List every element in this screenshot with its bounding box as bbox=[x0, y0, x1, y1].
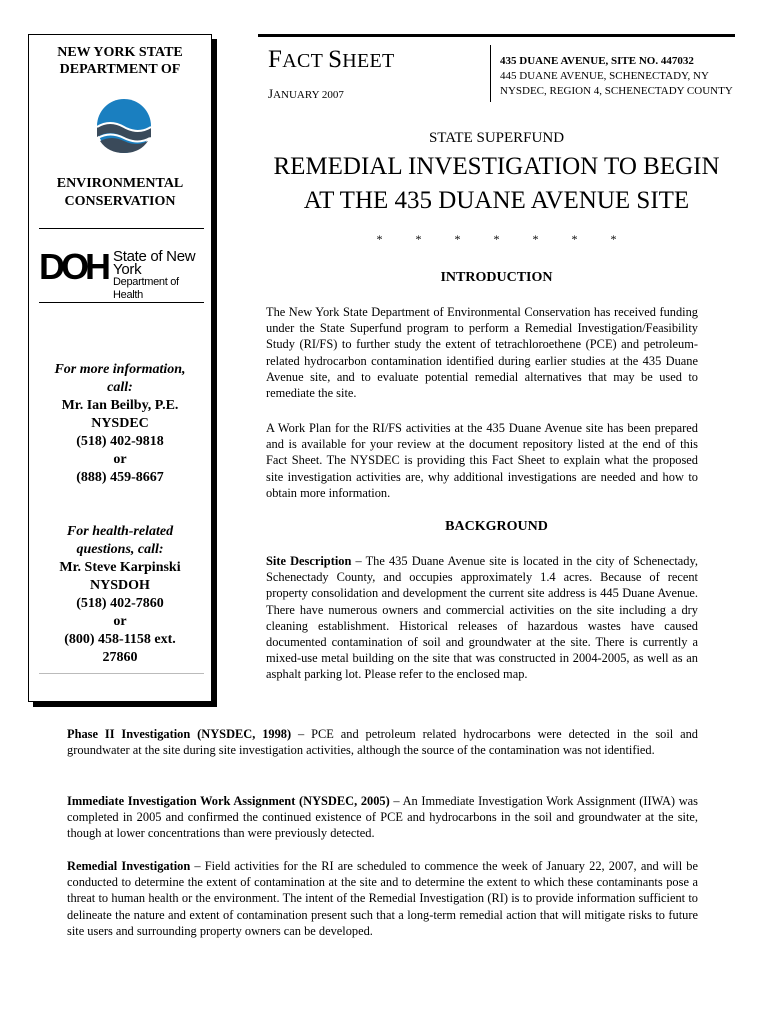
contact-or: or bbox=[113, 452, 127, 467]
doh-line-2: Department of Health bbox=[113, 276, 179, 301]
sc-letter: S bbox=[328, 46, 343, 73]
contact-phone: (518) 402-7860 bbox=[76, 596, 164, 611]
header-rule bbox=[258, 34, 735, 37]
agency-name bbox=[29, 35, 211, 78]
contact-intro: For more information, bbox=[54, 362, 186, 377]
site-region: NYSDEC, REGION 4, SCHENECTADY COUNTY bbox=[500, 85, 733, 97]
paragraph-label: Immediate Investigation Work Assignment (NYSDEC, 2005) bbox=[67, 794, 390, 808]
contact-phone: (888) 459-8667 bbox=[76, 470, 164, 485]
contact-phone: (518) 402-9818 bbox=[76, 434, 164, 449]
intro-paragraph: A Work Plan for the RI/FS activities at the 435 Duane Avenue site has been prepared and is available for your review at the document repository listed at the end of this Fact Sheet. The NYSDEC is providing this Fact Sheet to explain what the proposed site investigation activities are, why additional investigations are needed and how to obtain more information. bbox=[266, 421, 698, 500]
contact-phone: 27860 bbox=[102, 650, 138, 665]
agency-name-continued bbox=[29, 175, 211, 211]
contact-intro: For health-related bbox=[66, 524, 174, 539]
site-address: 445 DUANE AVENUE, SCHENECTADY, NY bbox=[500, 70, 709, 82]
contact-or: or bbox=[113, 614, 127, 629]
contact-nysdec bbox=[29, 361, 211, 487]
agency-line-1: NEW YORK STATE bbox=[57, 45, 183, 60]
contact-phone: (800) 458-1158 ext. bbox=[64, 632, 176, 647]
doh-line-1: State of New York bbox=[113, 248, 196, 278]
agency-line-2: DEPARTMENT OF bbox=[59, 62, 181, 77]
contact-org: NYSDEC bbox=[91, 416, 149, 431]
star-divider: * * * * * * * bbox=[376, 232, 617, 246]
paragraph-label: Site Description bbox=[266, 554, 352, 568]
paragraph-text: – Field activities for the RI are scheduled to commence the week of January 22, 2007, and will be conducted to determine the extent of contamination at the site and to determine the extent to which these contaminants pose a threat to human health or the environment. The intent of the Remedial Investigation (RI) is to provide information sufficient to delineate the nature and extent of contamination present such that a long-term remedial action that will mitigate risks to future site users and surrounding property owners can be developed. bbox=[67, 859, 698, 938]
contact-intro: questions, call: bbox=[76, 542, 164, 557]
paragraph-text: – The 435 Duane Avenue site is located in the city of Schenectady, Schenectady County, and occupies approximately 1.4 acres. Because of recent property consolidation and development the current site address is 445 Duane Avenue. There have numerous owners and commercial activities on the site including a dry cleaning establishment. Historical releases of hazardous wastes have caused documented contamination of soil and groundwater at the site. There is currently a mixed-use metal building on the site that was constructed in 2004-2005, as well as an asphalt parking lot. Please refer to the enclosed map. bbox=[266, 554, 698, 682]
paragraph-text: – PCE and petroleum related hydrocarbons were detected in the soil and groundwater at the site during site investigation activities, although the source of the contamination was not identified. bbox=[67, 727, 699, 758]
iiwa-paragraph bbox=[67, 793, 698, 842]
contact-org: NYSDOH bbox=[90, 578, 150, 593]
intro-paragraph: The New York State Department of Environmental Conservation has received funding under the State Superfund program to perform a Remedial Investigation/Feasibility Study (RI/FS) to further study the extent of tetrachloroethene (PCE) and petroleum-related hydrocarbon contamination identified during earlier studies at the 435 Duane Avenue site, and to evaluate potential remedial alternatives that may be used to remediate the site. bbox=[266, 305, 698, 401]
page-title bbox=[258, 150, 735, 218]
paragraph-label: Remedial Investigation bbox=[67, 859, 191, 873]
document-type bbox=[268, 46, 395, 74]
divider bbox=[39, 302, 204, 303]
divider bbox=[39, 228, 204, 229]
site-address-block bbox=[500, 54, 733, 99]
agency-line-3: ENVIRONMENTAL bbox=[56, 176, 184, 191]
sc-text: ACT bbox=[282, 50, 329, 72]
title-line-1: REMEDIAL INVESTIGATION TO BEGIN bbox=[273, 153, 720, 180]
contact-name: Mr. Steve Karpinski bbox=[59, 560, 181, 575]
sc-letter: F bbox=[268, 46, 283, 73]
contact-intro: call: bbox=[107, 380, 133, 395]
sc-letter: J bbox=[268, 86, 274, 101]
site-description-paragraph bbox=[266, 553, 698, 683]
header-divider bbox=[490, 45, 491, 102]
nysdec-logo-icon bbox=[96, 97, 152, 155]
site-name-number: 435 DUANE AVENUE, SITE NO. 447032 bbox=[500, 55, 694, 67]
agency-line-4: CONSERVATION bbox=[64, 194, 176, 209]
phase-ii-paragraph bbox=[67, 726, 698, 758]
sidebar-contact-box bbox=[28, 34, 212, 702]
document-date bbox=[268, 86, 344, 102]
section-heading-introduction: INTRODUCTION bbox=[440, 270, 553, 285]
doh-wordmark bbox=[113, 250, 211, 302]
remedial-investigation-paragraph bbox=[67, 858, 698, 939]
sc-text: HEET bbox=[342, 50, 395, 72]
title-line-2: AT THE 435 DUANE AVENUE SITE bbox=[303, 187, 690, 214]
paragraph-text: – An Immediate Investigation Work Assignment (IIWA) was completed in 2005 and confirmed the continued existence of PCE and hydrocarbons in the soil and groundwater at the site, though at lower concentrations than were previously detected. bbox=[67, 794, 699, 841]
contact-name: Mr. Ian Beilby, P.E. bbox=[61, 398, 179, 413]
contact-nysdoh bbox=[29, 523, 211, 667]
doh-logo-letters: DOH bbox=[39, 248, 107, 284]
divider bbox=[39, 673, 204, 674]
program-name: STATE SUPERFUND bbox=[428, 130, 565, 146]
sc-text: ANUARY 2007 bbox=[273, 89, 344, 101]
section-heading-background: BACKGROUND bbox=[445, 519, 548, 534]
paragraph-label: Phase II Investigation (NYSDEC, 1998) bbox=[67, 727, 292, 741]
